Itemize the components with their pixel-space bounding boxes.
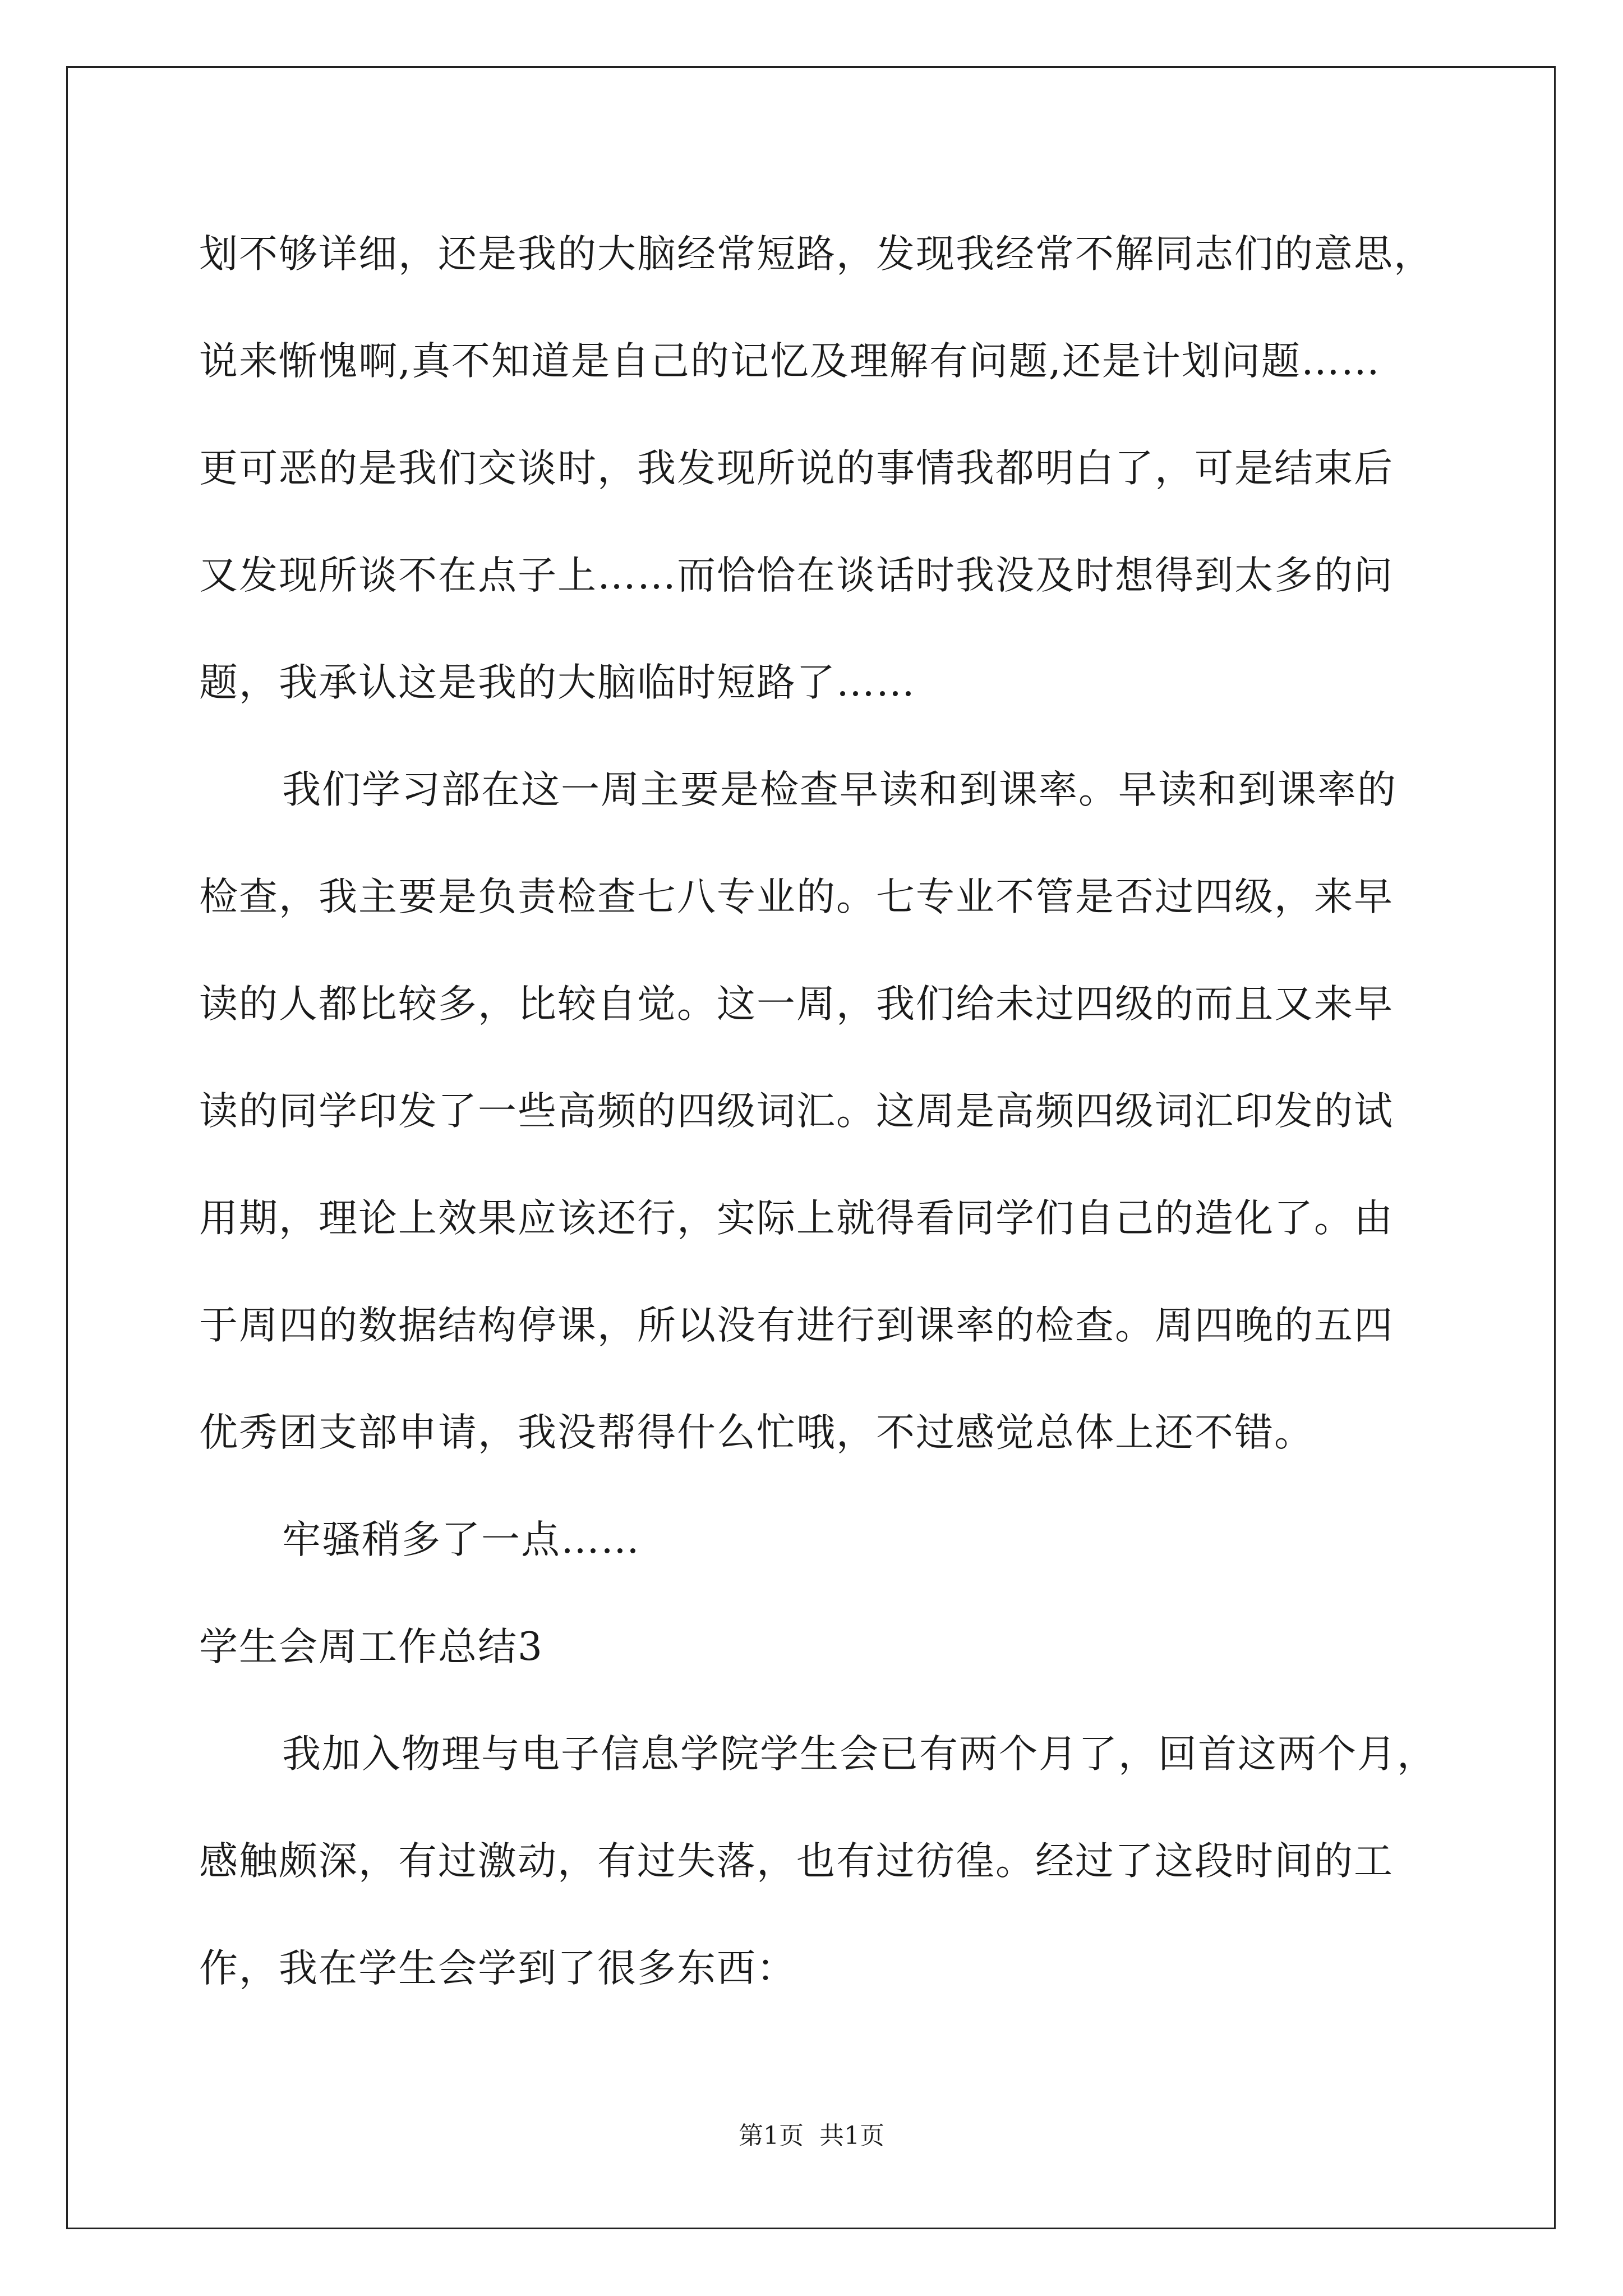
- document-body: [199, 201, 1450, 2022]
- text-line: 读的同学印发了一些高频的四级词汇。这周是高频四级词汇印发的试: [199, 1089, 1394, 1134]
- paragraph-start-line: 牢骚稍多了一点……: [282, 1517, 640, 1562]
- text-line: 题，我承认这是我的大脑临时短路了……: [199, 660, 916, 705]
- page-footer: [0, 2119, 1623, 2153]
- text-line: 说来惭愧啊,真不知道是自己的记忆及理解有问题,还是计划问题……: [199, 339, 1381, 384]
- section-heading: 学生会周工作总结3: [199, 1625, 543, 1669]
- text-line: 优秀团支部申请，我没帮得什么忙哦，不过感觉总体上还不错。: [199, 1410, 1314, 1455]
- total-pages: 共1页: [819, 2122, 884, 2150]
- text-line: 检查，我主要是负责检查七八专业的。七专业不管是否过四级，来早: [199, 875, 1394, 919]
- text-line: 划不够详细，还是我的大脑经常短路，发现我经常不解同志们的意思，: [199, 232, 1433, 277]
- text-line: 更可恶的是我们交谈时，我发现所说的事情我都明白了，可是结束后: [199, 446, 1394, 491]
- text-line: 读的人都比较多，比较自觉。这一周，我们给未过四级的而且又来早: [199, 982, 1394, 1027]
- text-line: 又发现所谈不在点子上……而恰恰在谈话时我没及时想得到太多的问: [199, 553, 1394, 598]
- paragraph-start-line: 我加入物理与电子信息学院学生会已有两个月了，回首这两个月，: [282, 1732, 1437, 1777]
- paragraph-start-line: 我们学习部在这一周主要是检查早读和到课率。早读和到课率的: [282, 767, 1397, 812]
- page-number: 第1页: [739, 2122, 804, 2150]
- text-line: 感触颇深，有过激动，有过失落，也有过彷徨。经过了这段时间的工: [199, 1839, 1394, 1884]
- text-line: 于周四的数据结构停课，所以没有进行到课率的检查。周四晚的五四: [199, 1303, 1394, 1348]
- text-line: 作，我在学生会学到了很多东西：: [199, 1946, 796, 1991]
- text-line: 用期，理论上效果应该还行，实际上就得看同学们自己的造化了。由: [199, 1196, 1394, 1241]
